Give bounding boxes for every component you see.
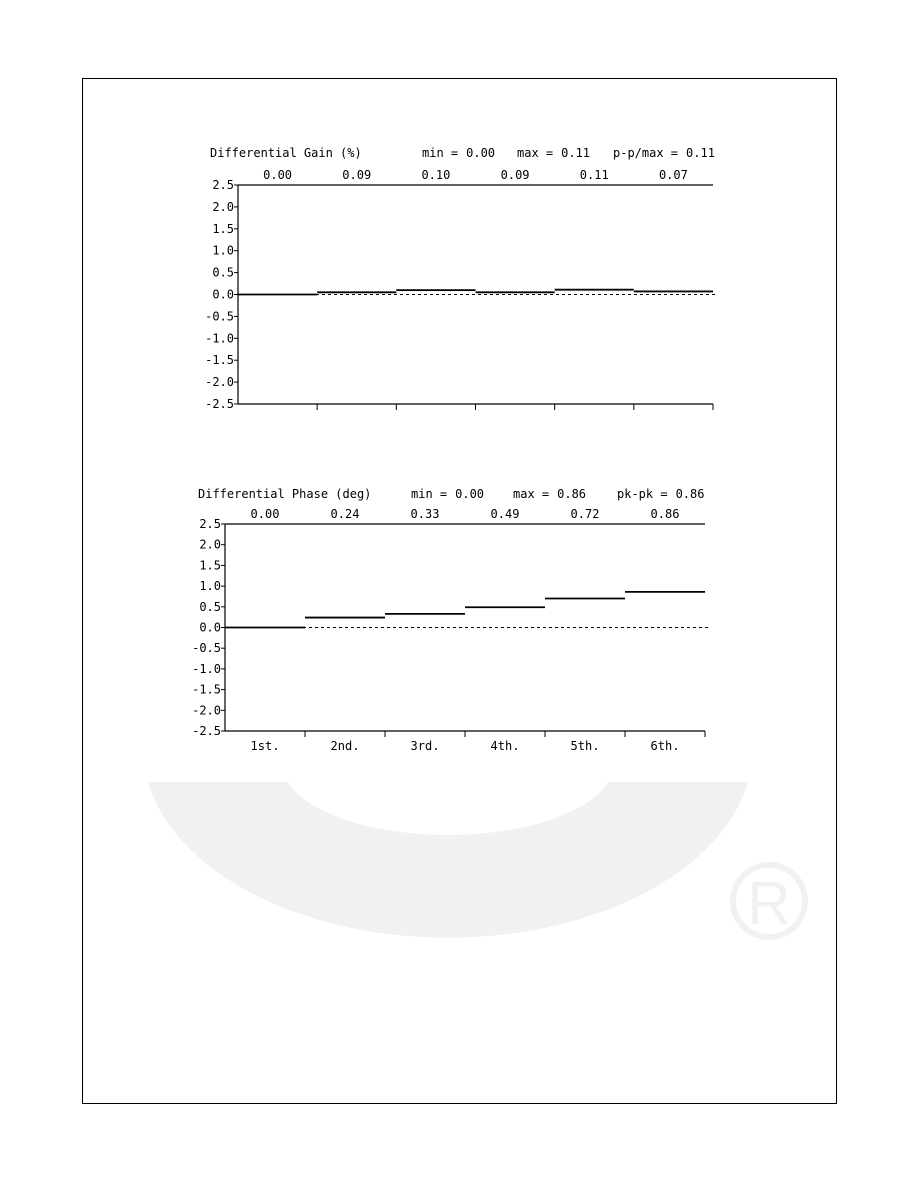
data-label: 0.11 — [579, 168, 609, 182]
x-tick-label: 5th. — [570, 739, 600, 753]
y-tick-label: -0.5 — [192, 641, 221, 656]
x-tick-label: 3rd. — [410, 739, 440, 753]
stat-text — [411, 487, 484, 501]
x-tick-label: 6th. — [650, 739, 680, 753]
data-label: 0.49 — [490, 507, 520, 521]
y-tick-label: -1.5 — [192, 682, 221, 697]
y-tick-label: 0.0 — [212, 287, 234, 302]
y-tick-label: 1.5 — [199, 558, 221, 573]
stat-label: max = — [517, 146, 554, 160]
stat-value: 0.86 — [675, 487, 705, 501]
stat-value: 0.11 — [561, 146, 591, 160]
stat-text — [617, 487, 704, 501]
stat-label: min = — [411, 487, 448, 501]
stat-value: 0.11 — [686, 146, 715, 160]
stat-value: 0.00 — [455, 487, 485, 501]
data-label: 0.72 — [570, 507, 600, 521]
y-tick-label: 0.5 — [212, 265, 234, 280]
y-tick-label: -1.5 — [205, 353, 234, 368]
y-tick-label: -2.5 — [192, 724, 221, 738]
data-label: 0.00 — [250, 507, 280, 521]
data-label: 0.10 — [421, 168, 451, 182]
y-tick-label: -0.5 — [205, 309, 234, 324]
data-label: 0.00 — [263, 168, 293, 182]
y-tick-label: -2.5 — [205, 397, 234, 411]
y-tick-label: 2.0 — [199, 537, 221, 552]
data-label: 0.07 — [658, 168, 688, 182]
stat-label: min = — [422, 146, 459, 160]
y-tick-label: 2.5 — [199, 517, 221, 531]
data-label: 0.33 — [410, 507, 440, 521]
stat-value: 0.00 — [466, 146, 496, 160]
data-label: 0.09 — [342, 168, 372, 182]
y-tick-label: 2.0 — [212, 199, 234, 214]
y-tick-label: -1.0 — [205, 331, 234, 346]
y-tick-label: -2.0 — [205, 375, 234, 390]
y-tick-label: 0.5 — [199, 599, 221, 614]
y-tick-label: 1.0 — [212, 243, 234, 258]
y-tick-label: 1.5 — [212, 221, 234, 236]
data-label: 0.86 — [650, 507, 680, 521]
stat-value: 0.86 — [557, 487, 587, 501]
stat-text — [513, 487, 586, 501]
y-tick-label: 1.0 — [199, 579, 221, 594]
x-tick-label: 4th. — [490, 739, 520, 753]
data-label: 0.09 — [500, 168, 530, 182]
y-tick-label: 2.5 — [212, 178, 234, 192]
stat-label: p-p/max = — [613, 146, 679, 160]
x-tick-label: 2nd. — [330, 739, 360, 753]
y-tick-label: -2.0 — [192, 703, 221, 718]
y-tick-label: -1.0 — [192, 661, 221, 676]
x-tick-label: 1st. — [250, 739, 280, 753]
chart-title: Differential Phase (deg) — [198, 487, 372, 501]
svg-text:R: R — [747, 870, 791, 937]
stat-label: max = — [513, 487, 550, 501]
data-label: 0.24 — [330, 507, 360, 521]
chart-title: Differential Gain (%) — [210, 146, 362, 160]
stat-label: pk-pk = — [617, 487, 668, 501]
y-tick-label: 0.0 — [199, 620, 221, 635]
